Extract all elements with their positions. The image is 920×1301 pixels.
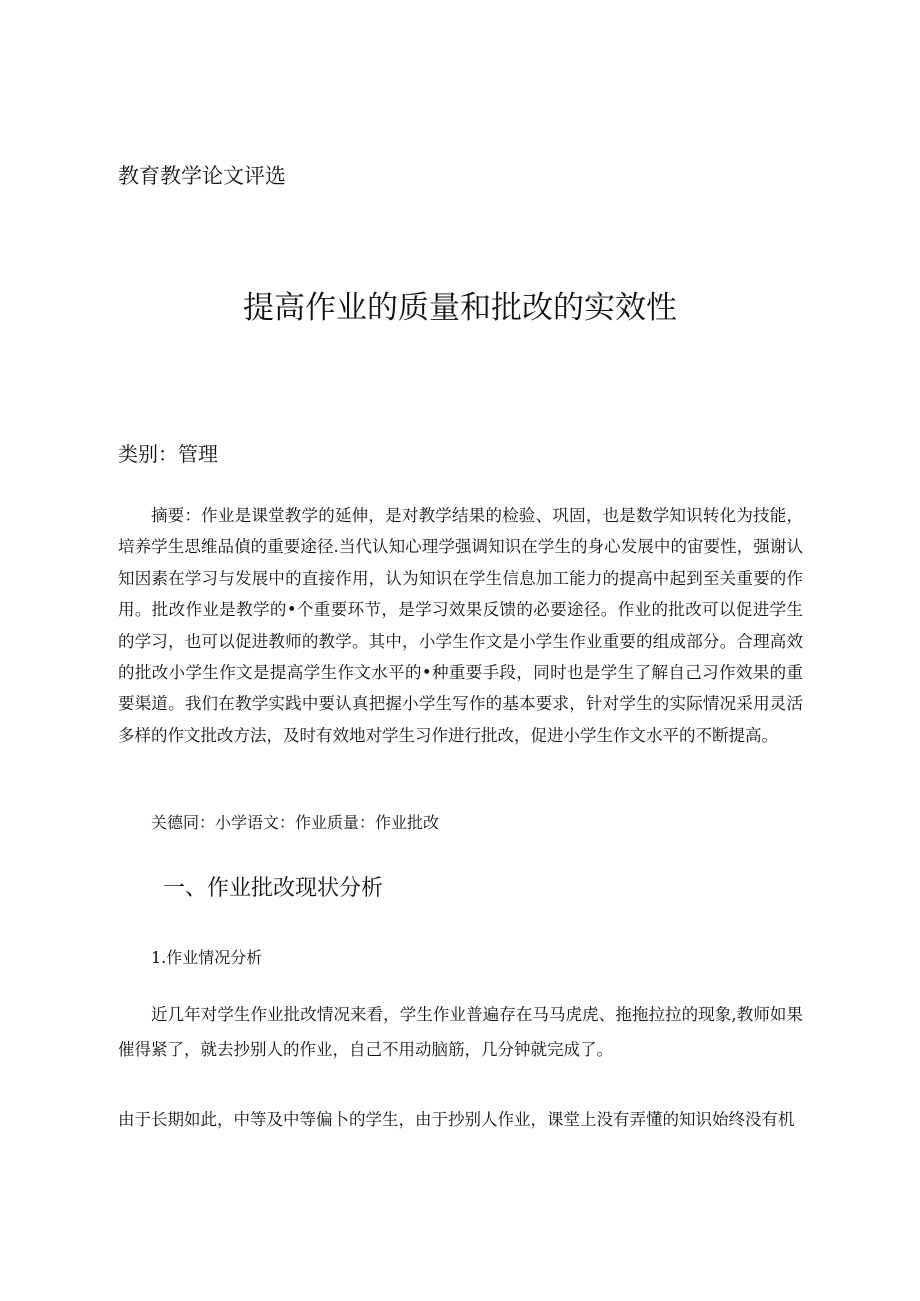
page-title: 提高作业的质量和批改的实效性 [243, 290, 677, 326]
collection-label: 教育教学论文评选 [118, 164, 286, 188]
abstract-paragraph: 摘要：作业是课堂教学的延伸，是对教学结果的检验、巩固，也是数学知识转化为技能，培养学生思维品偵的重要途径.当代认知心理学强调知识在学生的身心发展中的宙要性，强谢认知因素在学习与发展中的直接作用，认为知识在学生信息加工能力的提高中起到至关重要的作用。批改作业是教学的•个重要环节，是学习效果反馈的必要途径。作业的批改可以促进学生的学习，也可以促进教师的教学。其中，小学生作文是小学生作业重要的组成部分。合理高效的批改小学生作文是提高学生作文水平的•种重要手段，同时也是学生了解自己习作效果的重要渠道。我们在教学实践中要认真把握小学生写作的基本要求，针对学生的实际情况采用灵活多样的作文批改方法，及时有效地对学生习作进行批改，促进小学生作文水平的不断提高。 [118, 506, 803, 745]
section-heading: 一、作业批改现状分析 [163, 876, 384, 901]
keywords-line: 关德同：小学语文：作业质量：作业批改 [151, 813, 440, 832]
category-label: 类别：管理 [118, 442, 218, 466]
sub-heading: 1.作业情况分析 [151, 948, 263, 967]
body-paragraph: 近几年对学生作业批改情况来看，学生作业普遍存在马马虎虎、拖拖拉拉的现象,教师如果催得紧了，就去抄别人的作业，自己不用动脑筋，几分钟就完成了。 [118, 1005, 803, 1059]
body-paragraph-continued: 由于长期如此，中等及中等偏卜的学生，由于抄别人作业，课堂上没有弄懂的知识始终没有机 [118, 1110, 795, 1129]
